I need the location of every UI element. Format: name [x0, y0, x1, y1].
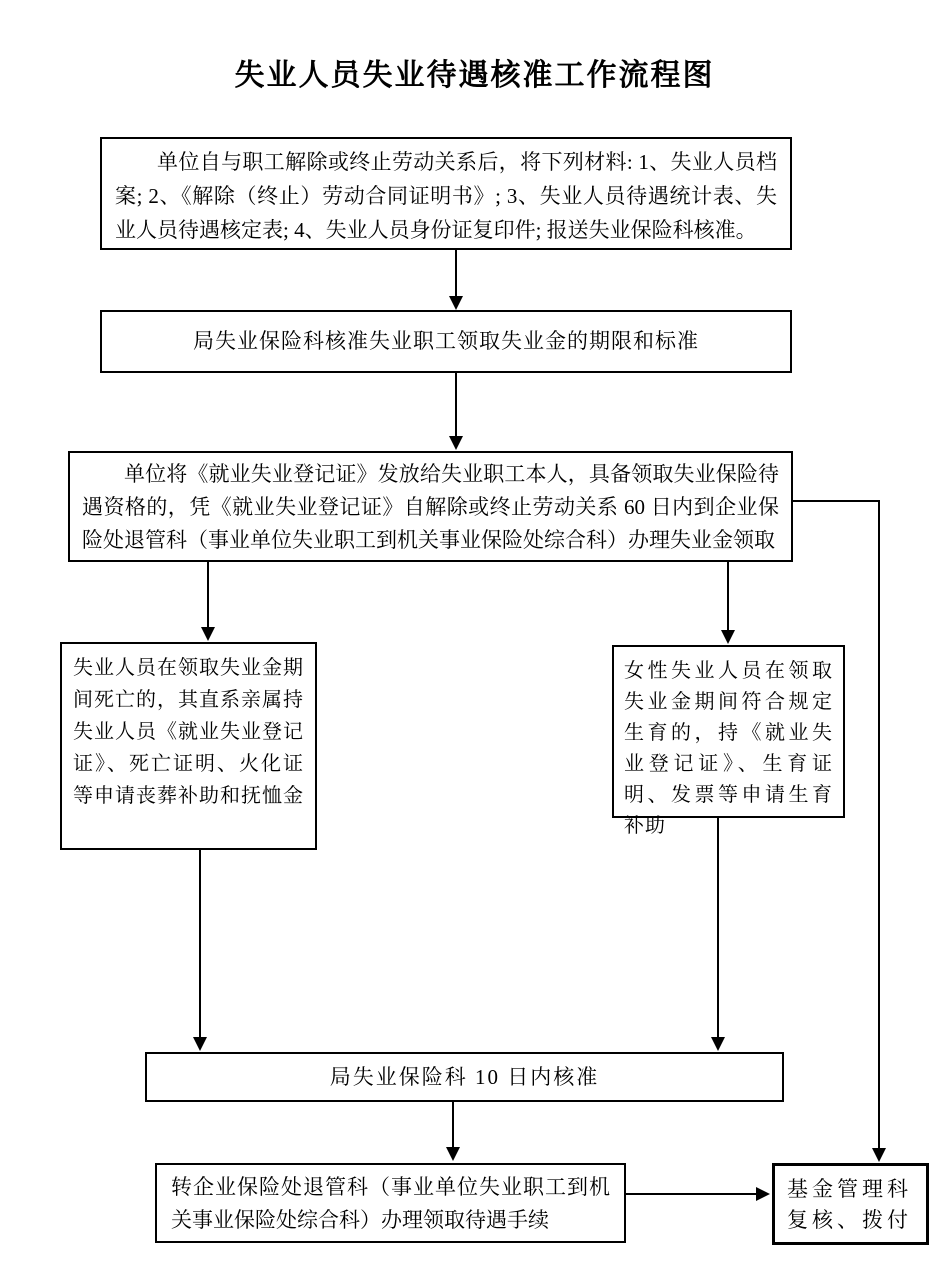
- connector-tenday-transfer-line: [452, 1102, 454, 1149]
- node-transfer-procedure: 转企业保险处退管科（事业单位失业职工到机关事业保险处综合科）办理领取待遇手续: [155, 1163, 626, 1243]
- node-death-benefit: 失业人员在领取失业金期间死亡的，其直系亲属持失业人员《就业失业登记证》、死亡证明、火化证等申请丧葬补助和抚恤金: [60, 642, 317, 850]
- arrow-down-icon: [872, 1148, 886, 1162]
- node-ten-day-approval: 局失业保险科 10 日内核准: [145, 1052, 784, 1102]
- arrow-down-icon: [201, 627, 215, 641]
- page-title: 失业人员失业待遇核准工作流程图: [234, 59, 715, 92]
- arrow-down-icon: [449, 436, 463, 450]
- node-maternity-benefit: 女性失业人员在领取失业金期间符合规定生育的，持《就业失业登记证》、生育证明、发票等申请生育补助: [612, 645, 845, 818]
- fund-management-line1: 基金管理科: [787, 1177, 912, 1201]
- arrow-down-icon: [711, 1037, 725, 1051]
- arrow-right-icon: [756, 1187, 770, 1201]
- arrow-down-icon: [193, 1037, 207, 1051]
- connector-maternity-tenday-line: [717, 817, 719, 1039]
- connector-materials-approve-line: [455, 250, 457, 298]
- connector-issue-maternity-line: [727, 562, 729, 632]
- connector-issue-death-line: [207, 562, 209, 628]
- connector-issue-fund-hline: [793, 500, 880, 502]
- connector-transfer-fund-line: [626, 1193, 758, 1195]
- connector-issue-fund-vline: [878, 500, 880, 1148]
- arrow-down-icon: [449, 296, 463, 310]
- arrow-down-icon: [721, 630, 735, 644]
- node-approve-terms: 局失业保险科核准失业职工领取失业金的期限和标准: [100, 310, 792, 373]
- connector-approve-issue-line: [455, 373, 457, 437]
- node-fund-management: [772, 1163, 929, 1245]
- fund-management-line2: 复核、拨付: [787, 1208, 912, 1232]
- arrow-down-icon: [446, 1147, 460, 1161]
- node-issue-certificate: 单位将《就业失业登记证》发放给失业职工本人，具备领取失业保险待遇资格的，凭《就业失业登记证》自解除或终止劳动关系 60 日内到企业保险处退管科（事业单位失业职工到机关事业保险处综合科）办理失业金领取: [68, 451, 793, 562]
- connector-death-tenday-line: [199, 849, 201, 1039]
- node-submit-materials: 单位自与职工解除或终止劳动关系后，将下列材料: 1、失业人员档案; 2、《解除（终止）劳动合同证明书》; 3、失业人员待遇统计表、失业人员待遇核定表; 4、失业人员身份证复印件; 报送失业保险科核准。: [100, 137, 792, 250]
